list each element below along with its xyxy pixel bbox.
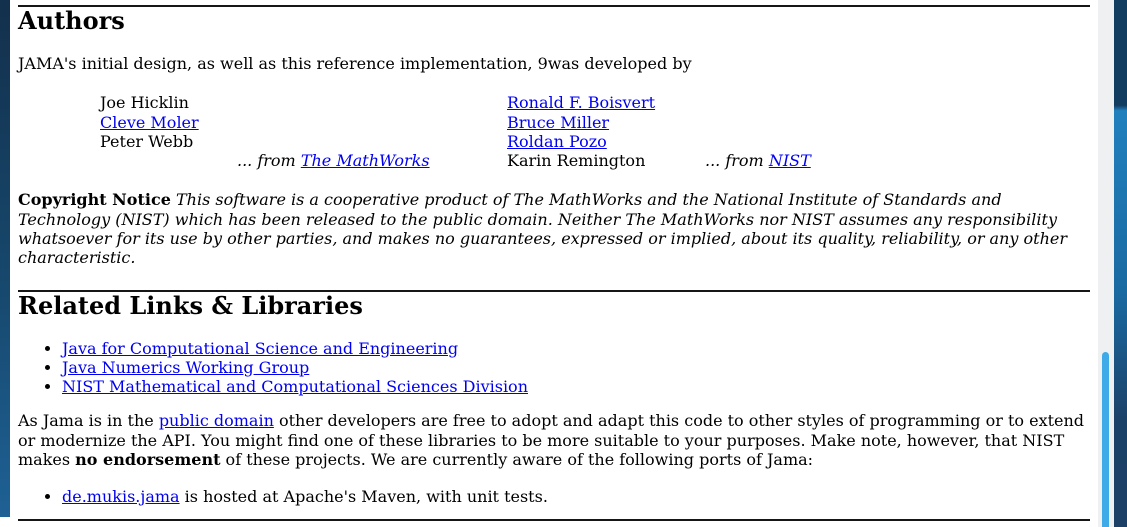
window-left-edge [0, 0, 10, 517]
desktop-right-edge [1114, 0, 1127, 527]
authors-table [100, 93, 820, 170]
ports-paragraph [18, 411, 1090, 469]
related-links-heading: Related Links & Libraries [18, 290, 363, 320]
mathworks-attribution-prefix: ... from [237, 151, 301, 171]
author-bruce-miller-link[interactable]: Bruce Miller [507, 112, 610, 132]
author-joe-hicklin: Joe Hicklin [100, 93, 189, 113]
copyright-notice-text: This software is a cooperative product of The MathWorks and the National Institute of Standards and Technology (NIST) which has been released to the public domain. Neither The MathWorks nor NIST assumes any responsibility whatsoever for its use by other parties, and makes no guarantees, expressed or implied, about its quality, reliability, or any other characteristic. [18, 190, 1068, 268]
no-endorsement-bold: no endorsement [75, 450, 221, 470]
nist-attribution-prefix: ... from [705, 151, 769, 171]
authors-intro-paragraph: JAMA's initial design, as well as this reference implementation, 9was developed by [18, 54, 692, 73]
related-links-list [18, 339, 1090, 397]
author-peter-webb: Peter Webb [100, 131, 194, 151]
author-cleve-moler-link[interactable]: Cleve Moler [100, 112, 199, 132]
related-link-nist-math-div[interactable]: NIST Mathematical and Computational Sciences Division [62, 377, 528, 397]
ports-text-before-link: As Jama is in the [18, 411, 159, 431]
related-link-java-comp-sci[interactable]: Java for Computational Science and Engineering [62, 338, 459, 358]
authors-table-row [100, 132, 820, 151]
mathworks-link[interactable]: The MathWorks [300, 151, 430, 171]
copyright-notice-label: Copyright Notice [18, 190, 171, 210]
bottom-divider [18, 519, 1090, 521]
authors-heading: Authors [18, 6, 125, 35]
list-item [62, 358, 1090, 377]
ports-text-after-link: other developers are free to adopt and adapt this code to other styles of programming or to extend or modernize the API. You might find one of these libraries to be more suitable to your purposes. Make note, however, that NIST makes [18, 411, 1085, 470]
public-domain-link[interactable]: public domain [158, 411, 274, 431]
page-content [10, 0, 1098, 527]
ports-list [18, 487, 1090, 506]
scrollbar[interactable] [1098, 0, 1114, 527]
copyright-paragraph [18, 190, 1090, 268]
list-item [62, 487, 1090, 506]
authors-table-row [100, 113, 820, 132]
related-link-java-numerics[interactable]: Java Numerics Working Group [62, 358, 310, 378]
authors-table-row [100, 151, 820, 170]
ports-text-after-bold: of these projects. We are currently aware of the following ports of Jama: [220, 450, 814, 470]
author-ronald-boisvert-link[interactable]: Ronald F. Boisvert [507, 93, 656, 113]
scrollbar-thumb[interactable] [1102, 352, 1109, 527]
authors-table-row [100, 93, 820, 112]
ports-item-text: is hosted at Apache's Maven, with unit tests. [179, 486, 548, 506]
author-karin-remington: Karin Remington [507, 151, 646, 171]
list-item [62, 377, 1090, 396]
author-roldan-pozo-link[interactable]: Roldan Pozo [507, 131, 607, 151]
list-item [62, 339, 1090, 358]
nist-link[interactable]: NIST [768, 151, 811, 171]
de-mukis-jama-link[interactable]: de.mukis.jama [62, 486, 180, 506]
